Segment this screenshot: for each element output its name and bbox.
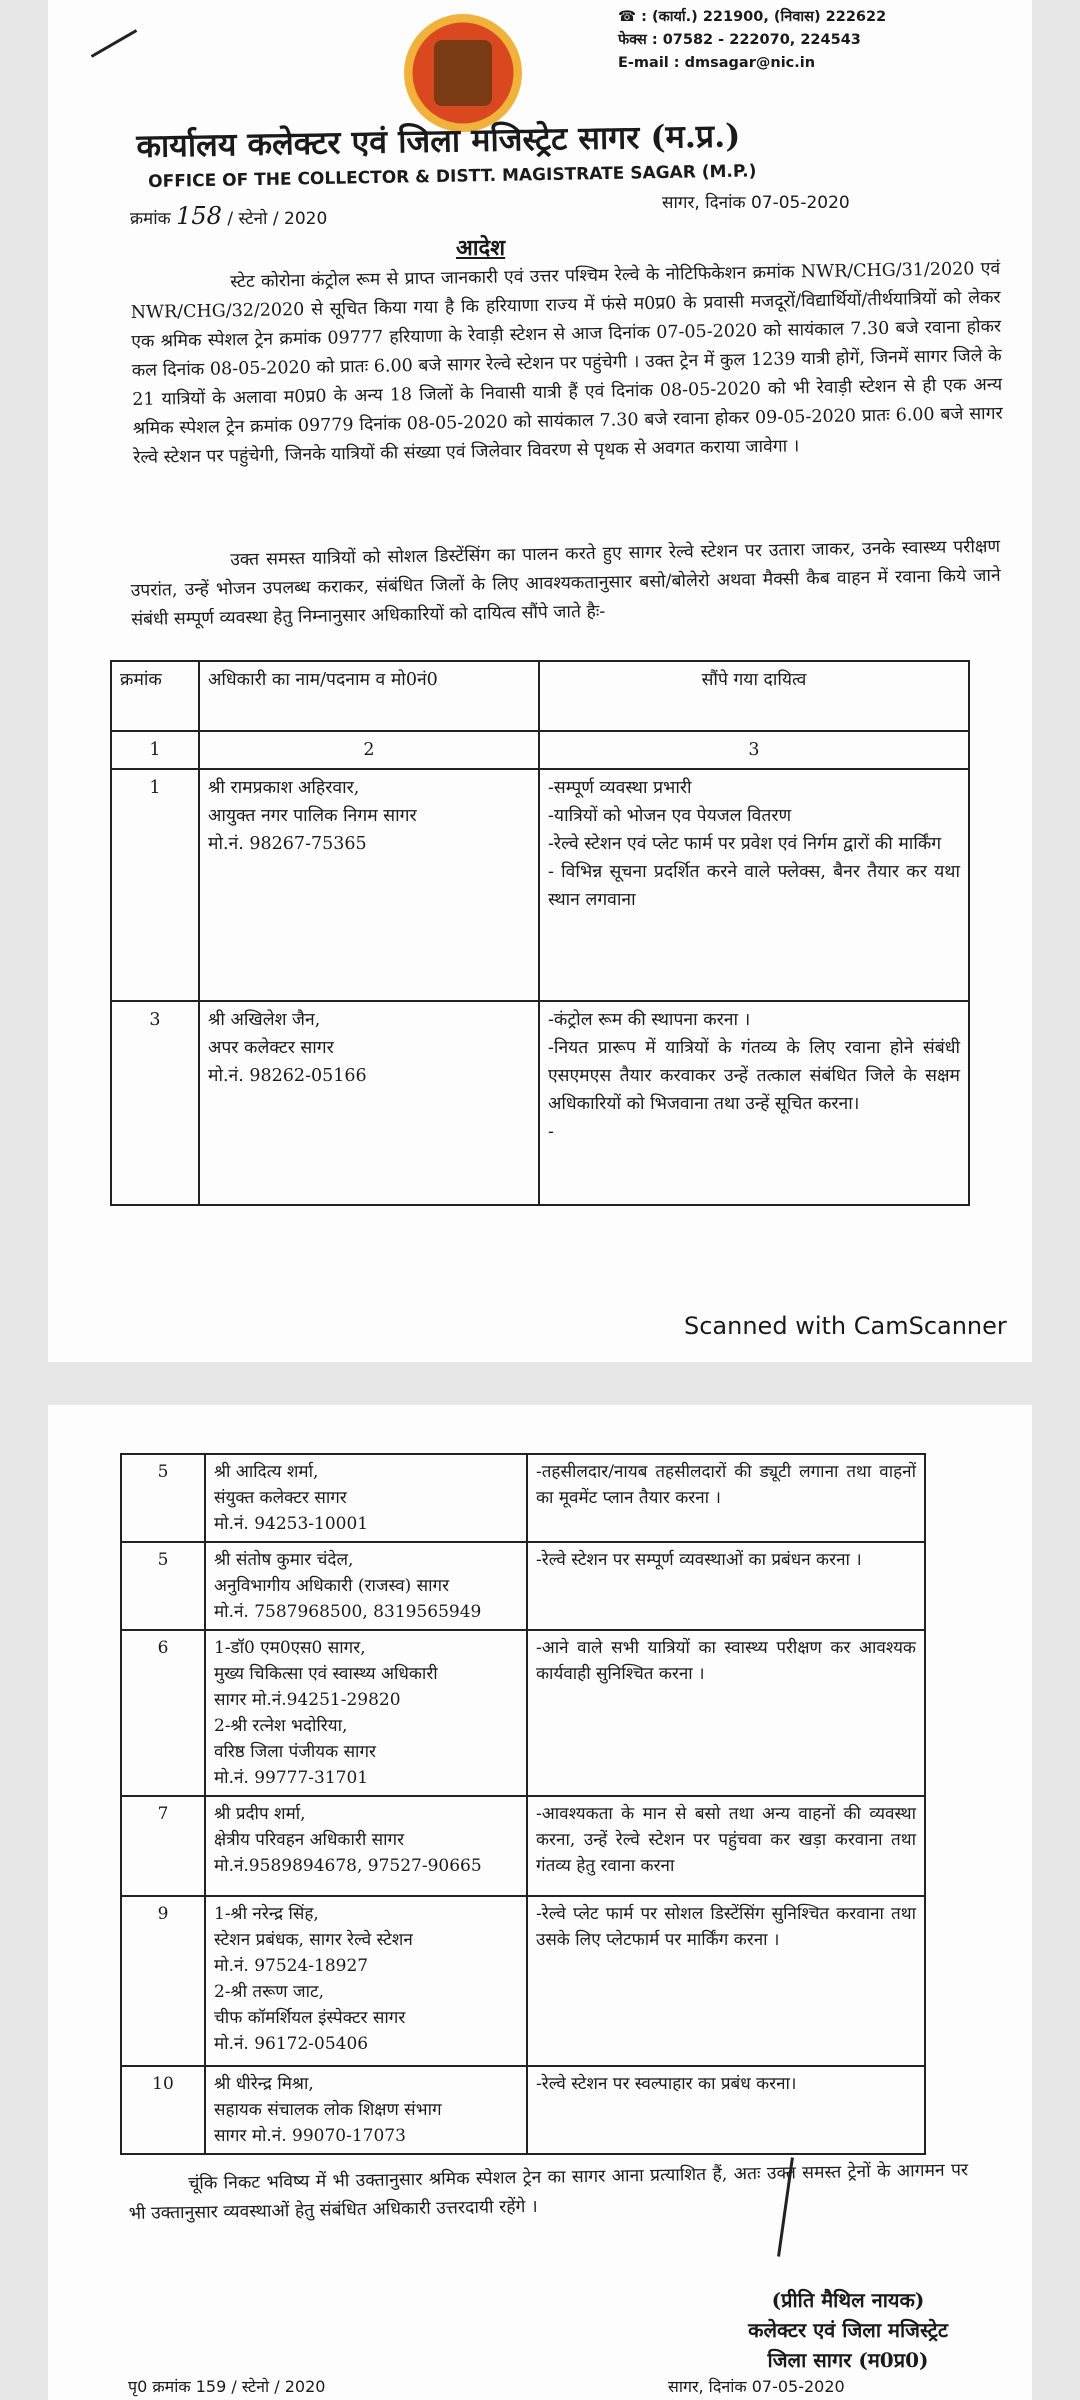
officer-cell: [199, 1001, 539, 1205]
phone-line: ☎ : (कार्या.) 221900, (निवास) 222622: [618, 9, 887, 25]
duty-line: -: [548, 1122, 554, 1142]
order-date: सागर, दिनांक 07-05-2020: [662, 193, 850, 213]
table-row: [121, 1796, 925, 1896]
officer-line: मो.नं.9589894678, 97527-90665: [214, 1856, 482, 1876]
fax-line: फेक्स : 07582 - 222070, 224543: [618, 32, 861, 48]
officer-line: श्री अखिलेश जैन,: [208, 1010, 321, 1030]
duty-cell: [527, 1454, 925, 1542]
signatory-place: जिला सागर (म0प्र0): [767, 2348, 929, 2372]
endorsement-date: सागर, दिनांक 07-05-2020: [668, 2377, 845, 2396]
table-row: [111, 1001, 969, 1205]
table-row: [121, 2066, 925, 2154]
col-number: 3: [539, 731, 969, 769]
duty-cell: [527, 2066, 925, 2154]
duty-line: -सम्पूर्ण व्यवस्था प्रभारी: [548, 778, 692, 798]
officer-line: मो.नं. 99777-31701: [214, 1768, 369, 1788]
duty-line: -तहसीलदार/नायब तहसीलदारों की ड्यूटी लगाना तथा वाहनों का मूवमेंट प्लान तैयार करना ।: [536, 1462, 916, 1508]
table-row: [121, 1454, 925, 1542]
duty-line: -आवश्यकता के मान से बसो तथा अन्य वाहनों की व्यवस्था करना, उन्हें रेल्वे स्टेशन पर पहुंचवा कर खड़ा करवाना तथा गंतव्य हेतु रवाना करना: [536, 1804, 916, 1876]
officer-line: मो.नं. 96172-05406: [214, 2034, 369, 2054]
duty-cell: [527, 1896, 925, 2066]
duty-line: -रेल्वे स्टेशन एवं प्लेट फार्म पर प्रवेश एवं निर्गम द्वारों की मार्किंग: [548, 834, 942, 854]
header-officer: अधिकारी का नाम/पदनाम व मो0नं0: [199, 661, 539, 731]
duty-cell: [527, 1796, 925, 1896]
officer-line: वरिष्ठ जिला पंजीयक सागर: [214, 1742, 376, 1762]
officer-line: मुख्य चिकित्सा एवं स्वास्थ्य अधिकारी: [214, 1664, 438, 1684]
officer-line: श्री धीरेन्द्र मिश्रा,: [214, 2074, 314, 2094]
duty-table-page-1: [110, 660, 970, 1206]
order-paragraph-2: उक्त समस्त यात्रियों को सोशल डिस्टेंसिंग का पालन करते हुए सागर रेल्वे स्टेशन पर उतारा जाकर, उनके स्वास्थ्य परीक्षण उपरांत, उन्हें भोजन उपलब्ध कराकर, संबंधित जिलों के लिए आवश्यकतानुसार बसो/बोलेरो अथवा मैक्सी कैब वाहन में रवाना किये जाने संबंधी सम्पूर्ण व्यवस्था हेतु निम्नानुसार अधिकारियों को दायित्व सौंपे जाते हैः-: [130, 536, 1001, 630]
officer-line: संयुक्त कलेक्टर सागर: [214, 1488, 347, 1508]
signatory-title: कलेक्टर एवं जिला मजिस्ट्रेट: [748, 2318, 948, 2342]
officer-cell: [199, 769, 539, 1001]
officer-line: श्री रामप्रकाश अहिरवार,: [208, 778, 360, 798]
officer-line: चीफ कॉमर्शियल इंस्पेक्टर सागर: [214, 2008, 406, 2028]
officer-line: 1-डॉ0 एम0एस0 सागर,: [214, 1638, 366, 1658]
row-serial: 3: [111, 1001, 199, 1205]
table-row: [121, 1630, 925, 1796]
officer-line: क्षेत्रीय परिवहन अधिकारी सागर: [214, 1830, 405, 1850]
row-serial: 1: [111, 769, 199, 1001]
duty-cell: [527, 1542, 925, 1630]
officer-line: मो.नं. 98262-05166: [208, 1066, 367, 1086]
table-header-row: [111, 661, 969, 731]
col-number: 1: [111, 731, 199, 769]
officer-cell: [205, 1896, 527, 2066]
officer-cell: [205, 2066, 527, 2154]
pen-mark: [91, 29, 138, 58]
duty-cell: [527, 1630, 925, 1796]
row-serial: 10: [121, 2066, 205, 2154]
ref-number: 158: [176, 202, 222, 230]
officer-line: 2-श्री रत्नेश भदोरिया,: [214, 1716, 348, 1736]
order-reference: [130, 202, 327, 230]
duty-line: -कंट्रोल रूम की स्थापना करना ।: [548, 1010, 751, 1030]
duty-line: -आने वाले सभी यात्रियों का स्वास्थ्य परीक्षण कर आवश्यक कार्यवाही सुनिश्चित करना ।: [536, 1638, 916, 1684]
row-serial: 5: [121, 1542, 205, 1630]
document-page-1: [48, 0, 1032, 1362]
duty-cell: [539, 1001, 969, 1205]
officer-line: 1-श्री नरेन्द्र सिंह,: [214, 1904, 319, 1924]
office-title-hindi: कार्यालय कलेक्टर एवं जिला मजिस्ट्रेट सागर (म.प्र.): [136, 116, 741, 165]
officer-line: श्री आदित्य शर्मा,: [214, 1462, 319, 1482]
duty-line: - विभिन्न सूचना प्रदर्शित करने वाले फ्लेक्स, बैनर तैयार कर यथा स्थान लगवाना: [548, 862, 960, 910]
officer-line: श्री संतोष कुमार चंदेल,: [214, 1550, 354, 1570]
duty-line: -रेल्वे प्लेट फार्म पर सोशल डिस्टेंसिंग सुनिश्चित करवाना तथा उसके लिए प्लेटफार्म पर मार्किंग करना ।: [536, 1904, 916, 1950]
ref-prefix: क्रमांक: [130, 209, 171, 229]
officer-cell: [205, 1542, 527, 1630]
ref-suffix: / स्टेनो / 2020: [227, 209, 328, 229]
order-title: आदेश: [456, 236, 506, 261]
officer-line: मो.नं. 98267-75365: [208, 834, 367, 854]
table-row: [121, 1542, 925, 1630]
row-serial: 5: [121, 1454, 205, 1542]
officer-line: मो.नं. 94253-10001: [214, 1514, 369, 1534]
officer-cell: [205, 1630, 527, 1796]
officer-line: मो.नं. 97524-18927: [214, 1956, 369, 1976]
officer-line: 2-श्री तरूण जाट,: [214, 1982, 324, 2002]
officer-line: आयुक्त नगर पालिक निगम सागर: [208, 806, 417, 826]
office-title-english: OFFICE OF THE COLLECTOR & DISTT. MAGISTRATE SAGAR (M.P.): [148, 161, 757, 192]
order-paragraph-1: स्टेट कोरोना कंट्रोल रूम से प्राप्त जानकारी एवं उत्तर पश्चिम रेल्वे के नोटिफिकेशन क्रमांक NWR/CHG/31/2020 एवं NWR/CHG/32/2020 से सूचित किया गया है कि हरियाणा राज्य में फंसे म0प्र0 के प्रवासी मजदूरों/विद्यार्थियों/तीर्थयात्रियों को लेकर एक श्रमिक स्पेशल ट्रेन क्रमांक 09777 हरियाणा के रेवाड़ी स्टेशन से आज दिनांक 07-05-2020 को सायंकाल 7.30 बजे रवाना होकर कल दिनांक 08-05-2020 को प्रातः 6.00 बजे सागर रेल्वे स्टेशन पर पहुंचेगी । उक्त ट्रेन में कुल 1239 यात्री होगें, जिनमें सागर जिले के 21 यात्रियों के अलावा म0प्र0 के अन्य 18 जिलों के निवासी यात्री हैं एवं दिनांक 08-05-2020 को भी रेवाड़ी स्टेशन से ही एक अन्य श्रमिक स्पेशल ट्रेन क्रमांक 09779 दिनांक 08-05-2020 को सायंकाल 7.30 बजे रवाना होकर 09-05-2020 प्रातः 6.00 बजे सागर रेल्वे स्टेशन पर पहुंचेगी, जिनके यात्रियों की संख्या एवं जिलेवार विवरण से पृथक से अवगत कराया जावेगा ।: [130, 258, 1003, 468]
duty-cell: [539, 769, 969, 1001]
endorsement-reference: पृ0 क्रमांक 159 / स्टेनो / 2020: [128, 2377, 326, 2396]
officer-line: अनुविभागीय अधिकारी (राजस्व) सागर: [214, 1576, 450, 1596]
col-number: 2: [199, 731, 539, 769]
email-line: E-mail : dmsagar@nic.in: [618, 55, 816, 71]
duty-line: -रेल्वे स्टेशन पर सम्पूर्ण व्यवस्थाओं का प्रबंधन करना ।: [536, 1550, 862, 1570]
row-serial: 6: [121, 1630, 205, 1796]
officer-cell: [205, 1796, 527, 1896]
seal-emblem: [434, 40, 492, 106]
contact-block: [618, 6, 1018, 75]
table-row: [121, 1896, 925, 2066]
duty-line: -रेल्वे स्टेशन पर स्वल्पाहार का प्रबंध करना।: [536, 2074, 797, 2094]
row-serial: 9: [121, 1896, 205, 2066]
officer-line: सागर मो.नं. 99070-17073: [214, 2126, 406, 2146]
document-page-2: [48, 1405, 1032, 2400]
duty-table-page-2: [120, 1453, 926, 2155]
closing-paragraph: चूंकि निकट भविष्य में भी उक्तानुसार श्रमिक स्पेशल ट्रेन का सागर आना प्रत्याशित हैं, अतः उक्त समस्त ट्रेनों के आगमन पर भी उक्तानुसार व्यवस्थाओं हेतु संबंधित अधिकारी उत्तरदायी रहेंगे ।: [128, 2160, 969, 2224]
duty-line: -नियत प्रारूप में यात्रियों के गंतव्य के लिए रवाना होने संबंधी एसएमएस तैयार करवाकर उन्हें तत्काल संबंधित जिले के सक्षम अधिकारियों को भिजवाना तथा उन्हें सूचित करना।: [548, 1038, 960, 1114]
header-serial: क्रमांक: [111, 661, 199, 731]
officer-line: श्री प्रदीप शर्मा,: [214, 1804, 306, 1824]
duty-line: -यात्रियों को भोजन एव पेयजल वितरण: [548, 806, 792, 826]
officer-line: स्टेशन प्रबंधक, सागर रेल्वे स्टेशन: [214, 1930, 413, 1950]
header-duty: सौंपे गया दायित्व: [539, 661, 969, 731]
signatory-name: (प्रीति मैथिल नायक): [771, 2288, 925, 2312]
table-row: [111, 769, 969, 1001]
officer-line: अपर कलेक्टर सागर: [208, 1038, 334, 1058]
row-serial: 7: [121, 1796, 205, 1896]
officer-line: सहायक संचालक लोक शिक्षण संभाग: [214, 2100, 442, 2120]
officer-line: मो.नं. 7587968500, 8319565949: [214, 1602, 482, 1622]
camscanner-watermark: Scanned with CamScanner: [684, 1312, 1007, 1340]
officer-line: सागर मो.नं.94251-29820: [214, 1690, 401, 1710]
column-number-row: [111, 731, 969, 769]
officer-cell: [205, 1454, 527, 1542]
